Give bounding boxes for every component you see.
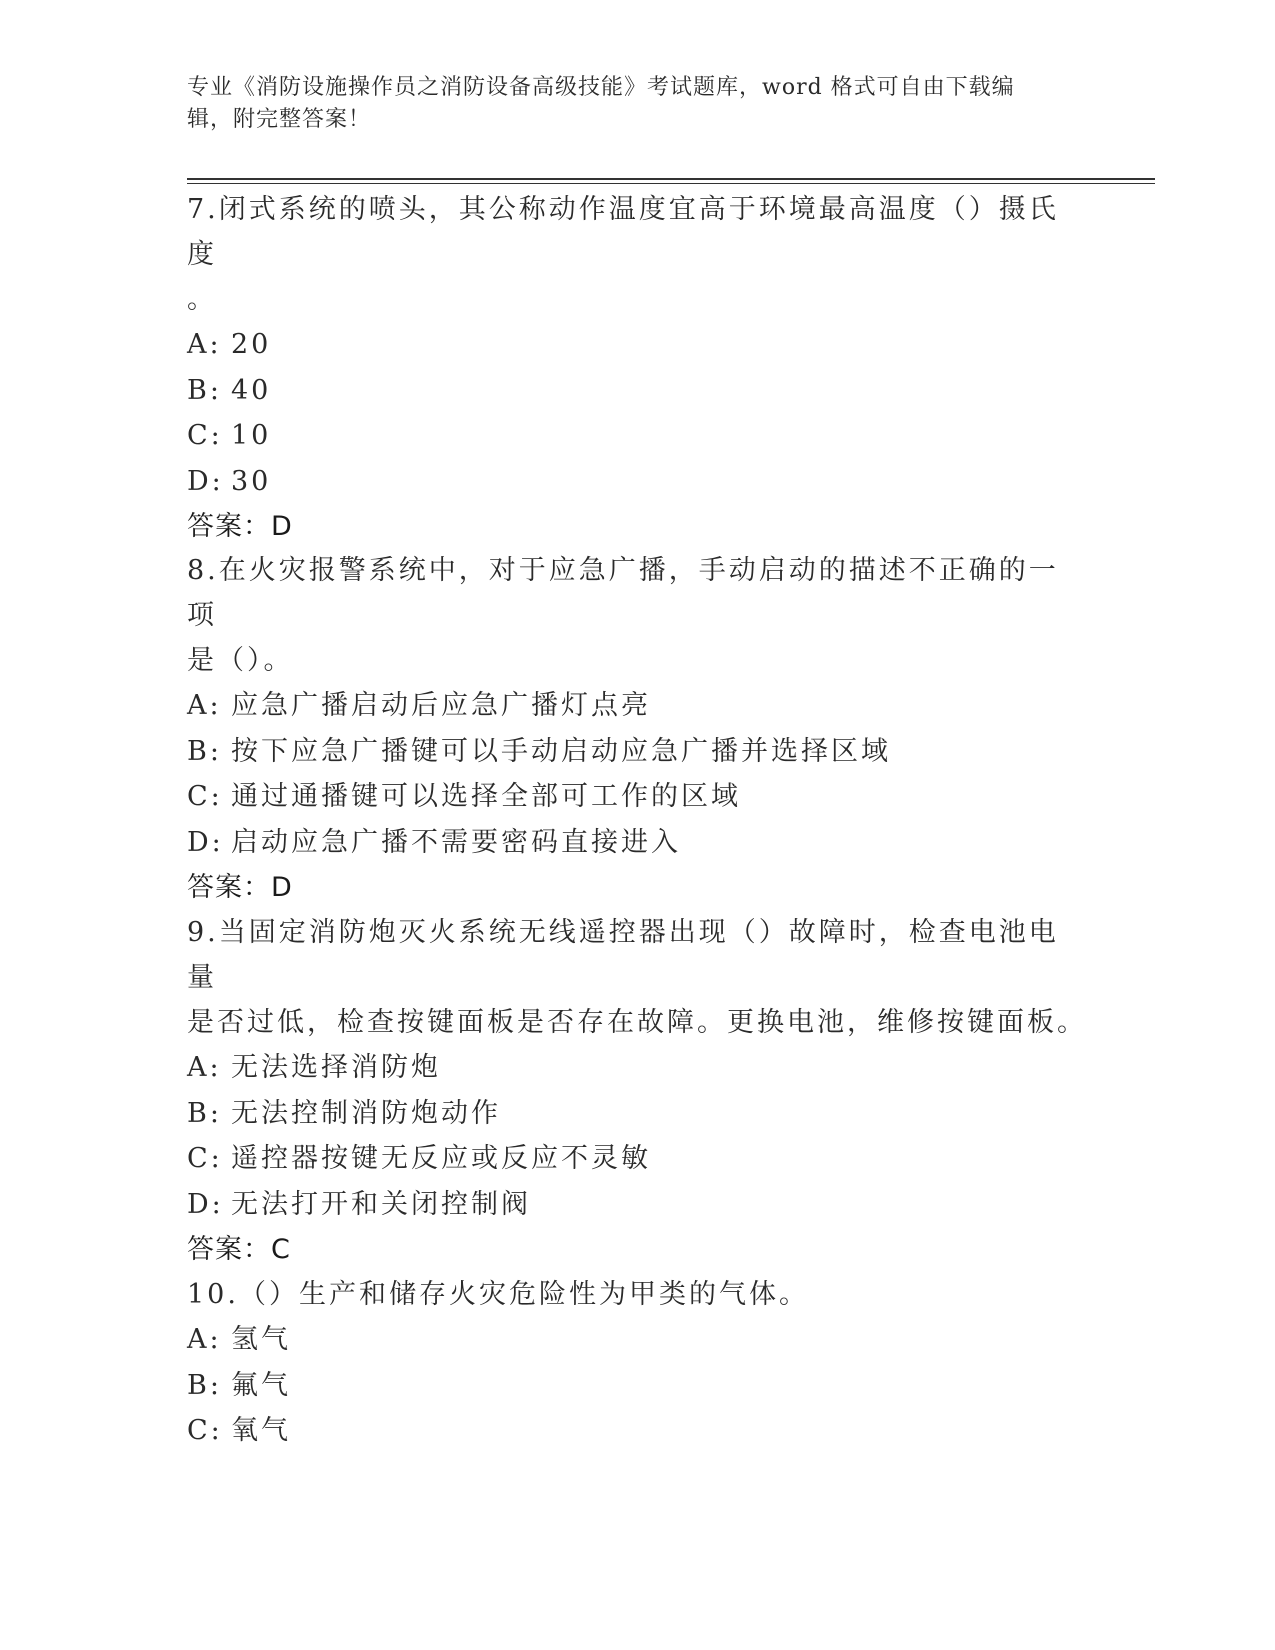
option-c <box>187 774 1087 820</box>
option-d <box>187 459 1087 505</box>
option-a <box>187 1045 1087 1091</box>
option-key: B: <box>187 735 222 767</box>
option-text: 按下应急广播键可以手动启动应急广播并选择区域 <box>231 735 891 767</box>
document-header <box>187 72 1087 136</box>
option-text: 氟气 <box>231 1369 291 1401</box>
option-key: C: <box>187 1415 223 1446</box>
option-text: 40 <box>231 374 272 406</box>
option-key: D: <box>187 826 224 858</box>
option-text: 无法控制消防炮动作 <box>231 1097 501 1129</box>
header-line-1: 专业《消防设施操作员之消防设备高级技能》考试题库，word 格式可自由下载编 <box>187 75 1015 100</box>
question-9 <box>187 910 1087 1272</box>
question-stem: 9.当固定消防炮灭火系统无线遥控器出现（）故障时，检查电池电量 <box>187 917 1059 993</box>
question-8 <box>187 548 1087 910</box>
option-key: A: <box>187 690 222 721</box>
answer-line: 答案：C <box>187 1234 291 1265</box>
question-7 <box>187 187 1087 549</box>
question-stem: 10.（）生产和储存火灾危险性为甲类的气体。 <box>187 1279 809 1310</box>
option-text: 20 <box>231 329 272 360</box>
option-text: 启动应急广播不需要密码直接进入 <box>231 826 681 858</box>
header-divider-thick <box>187 178 1155 180</box>
question-stem-continued: 是（）。 <box>187 645 294 676</box>
option-b <box>187 1363 1087 1409</box>
question-stem: 8.在火灾报警系统中，对于应急广播，手动启动的描述不正确的一项 <box>187 555 1059 631</box>
question-stem: 7.闭式系统的喷头，其公称动作温度宜高于环境最高温度（）摄氏度 <box>187 194 1059 270</box>
option-text: 无法选择消防炮 <box>231 1052 441 1083</box>
question-10 <box>187 1272 1087 1454</box>
option-c <box>187 1408 1087 1454</box>
option-key: A: <box>187 1324 222 1355</box>
answer-line: 答案：D <box>187 511 293 542</box>
option-key: D: <box>187 1188 224 1220</box>
option-a <box>187 1317 1087 1363</box>
header-divider-thin <box>187 183 1155 184</box>
option-key: A: <box>187 1052 222 1083</box>
option-text: 30 <box>231 465 272 497</box>
option-d <box>187 820 1087 866</box>
option-key: B: <box>187 1097 222 1129</box>
answer-line: 答案：D <box>187 872 293 903</box>
header-line-2: 辑，附完整答案！ <box>187 107 372 132</box>
option-text: 10 <box>231 420 272 451</box>
option-text: 氢气 <box>231 1324 291 1355</box>
option-d <box>187 1182 1087 1228</box>
option-text: 遥控器按键无反应或反应不灵敏 <box>231 1143 651 1174</box>
option-b <box>187 729 1087 775</box>
option-text: 通过通播键可以选择全部可工作的区域 <box>231 781 741 812</box>
option-text: 应急广播启动后应急广播灯点亮 <box>231 690 651 721</box>
question-stem-continued: 。 <box>187 284 217 315</box>
option-key: B: <box>187 1369 222 1401</box>
option-key: C: <box>187 420 223 451</box>
question-stem-continued: 是否过低，检查按键面板是否存在故障。更换电池，维修按键面板。 <box>187 1007 1087 1038</box>
option-key: C: <box>187 781 223 812</box>
option-key: D: <box>187 465 224 497</box>
option-b <box>187 1091 1087 1137</box>
option-c <box>187 1136 1087 1182</box>
option-key: C: <box>187 1143 223 1174</box>
option-text: 氧气 <box>231 1415 291 1446</box>
option-key: A: <box>187 329 222 360</box>
option-text: 无法打开和关闭控制阀 <box>231 1188 531 1220</box>
option-b <box>187 368 1087 414</box>
option-a <box>187 322 1087 368</box>
option-a <box>187 683 1087 729</box>
option-c <box>187 413 1087 459</box>
option-key: B: <box>187 374 222 406</box>
